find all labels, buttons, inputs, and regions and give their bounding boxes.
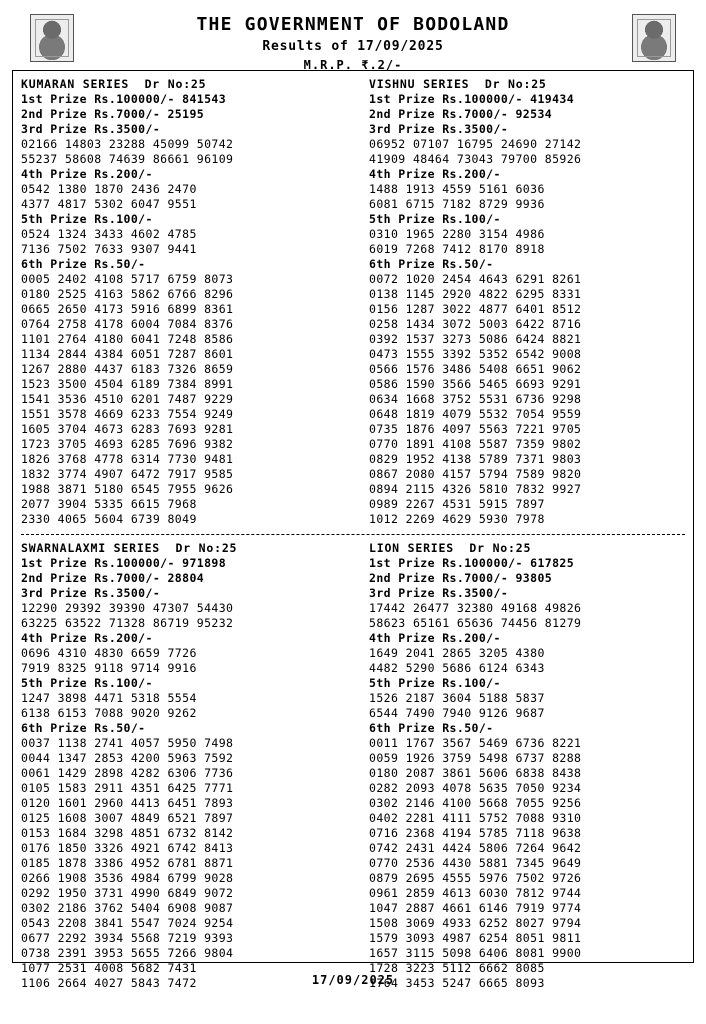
series-heading: SWARNALAXMI SERIES Dr No:25: [21, 541, 238, 555]
winning-numbers-line: 0742 2431 4424 5806 7264 9642: [369, 841, 582, 855]
winning-numbers-line: 1101 2764 4180 6041 7248 8586: [21, 332, 234, 346]
winning-numbers-line: 2077 3904 5335 6615 7968: [21, 497, 197, 511]
winning-numbers-line: 6019 7268 7412 8170 8918: [369, 242, 545, 256]
prize-tier-label: 2nd Prize Rs.7000/- 25195: [21, 107, 205, 121]
prize-tier-label: 1st Prize Rs.100000/- 841543: [21, 92, 227, 106]
mrp-label: M.R.P. ₹.2/-: [303, 58, 403, 72]
winning-numbers-line: 0879 2695 4555 5976 7502 9726: [369, 871, 582, 885]
winning-numbers-line: 1551 3578 4669 6233 7554 9249: [21, 407, 234, 421]
winning-numbers-line: 1988 3871 5180 6545 7955 9626: [21, 482, 234, 496]
prize-tier-label: 5th Prize Rs.100/-: [369, 212, 501, 226]
page-footer-date: 17/09/2025: [311, 973, 395, 987]
winning-numbers-line: 0542 1380 1870 2436 2470: [21, 182, 197, 196]
prize-tier-label: 1st Prize Rs.100000/- 971898: [21, 556, 227, 570]
section-divider: [21, 534, 685, 535]
winning-numbers-line: 0292 1950 3731 4990 6849 9072: [21, 886, 234, 900]
prize-tier-label: 6th Prize Rs.50/-: [369, 257, 494, 271]
winning-numbers-line: 0648 1819 4079 5532 7054 9559: [369, 407, 582, 421]
winning-numbers-line: 0566 1576 3486 5408 6651 9062: [369, 362, 582, 376]
winning-numbers-line: 1605 3704 4673 6283 7693 9281: [21, 422, 234, 436]
series-column: [21, 541, 353, 991]
winning-numbers-line: 0011 1767 3567 5469 6736 8221: [369, 736, 582, 750]
winning-numbers-line: 0044 1347 2853 4200 5963 7592: [21, 751, 234, 765]
series-heading: KUMARAN SERIES Dr No:25: [21, 77, 207, 91]
winning-numbers-line: 02166 14803 23288 45099 50742: [21, 137, 234, 151]
prize-tier-label: 1st Prize Rs.100000/- 617825: [369, 556, 575, 570]
winning-numbers-line: 55237 58608 74639 86661 96109: [21, 152, 234, 166]
winning-numbers-line: 0059 1926 3759 5498 6737 8288: [369, 751, 582, 765]
prize-tier-label: 3rd Prize Rs.3500/-: [369, 586, 509, 600]
winning-numbers-line: 1106 2664 4027 5843 7472: [21, 976, 197, 990]
prize-tier-label: 3rd Prize Rs.3500/-: [21, 122, 161, 136]
winning-numbers-line: 0543 2208 3841 5547 7024 9254: [21, 916, 234, 930]
winning-numbers-line: 0138 1145 2920 4822 6295 8331: [369, 287, 582, 301]
winning-numbers-line: 0282 2093 4078 5635 7050 9234: [369, 781, 582, 795]
winning-numbers-line: 6544 7490 7940 9126 9687: [369, 706, 545, 720]
prize-tier-label: 4th Prize Rs.200/-: [21, 167, 153, 181]
winning-numbers-line: 0586 1590 3566 5465 6693 9291: [369, 377, 582, 391]
prize-tier-label: 4th Prize Rs.200/-: [21, 631, 153, 645]
winning-numbers-line: 0176 1850 3326 4921 6742 8413: [21, 841, 234, 855]
prize-tier-label: 1st Prize Rs.100000/- 419434: [369, 92, 575, 106]
winning-numbers-line: 63225 63522 71328 86719 95232: [21, 616, 234, 630]
winning-numbers-line: 0302 2146 4100 5668 7055 9256: [369, 796, 582, 810]
winning-numbers-line: 7919 8325 9118 9714 9916: [21, 661, 197, 675]
winning-numbers-line: 1826 3768 4778 6314 7730 9481: [21, 452, 234, 466]
winning-numbers-line: 6138 6153 7088 9020 9262: [21, 706, 197, 720]
winning-numbers-line: 0392 1537 3273 5086 6424 8821: [369, 332, 582, 346]
prize-tier-label: 3rd Prize Rs.3500/-: [369, 122, 509, 136]
results-block: [21, 541, 685, 991]
prize-tier-label: 3rd Prize Rs.3500/-: [21, 586, 161, 600]
winning-numbers-line: 1047 2887 4661 6146 7919 9774: [369, 901, 582, 915]
winning-numbers-line: 1649 2041 2865 3205 4380: [369, 646, 545, 660]
winning-numbers-line: 1508 3069 4933 6252 8027 9794: [369, 916, 582, 930]
government-emblem-right-icon: [632, 14, 676, 62]
page-header: [12, 8, 694, 70]
winning-numbers-line: 0266 1908 3536 4984 6799 9028: [21, 871, 234, 885]
winning-numbers-line: 0156 1287 3022 4877 6401 8512: [369, 302, 582, 316]
winning-numbers-line: 1728 3223 5112 6662 8085: [369, 961, 545, 975]
prize-tier-label: 4th Prize Rs.200/-: [369, 167, 501, 181]
winning-numbers-line: 6081 6715 7182 8729 9936: [369, 197, 545, 211]
prize-tier-label: 6th Prize Rs.50/-: [21, 257, 146, 271]
winning-numbers-line: 0473 1555 3392 5352 6542 9008: [369, 347, 582, 361]
winning-numbers-line: 0634 1668 3752 5531 6736 9298: [369, 392, 582, 406]
winning-numbers-line: 41909 48464 73043 79700 85926: [369, 152, 582, 166]
winning-numbers-line: 0180 2525 4163 5862 6766 8296: [21, 287, 234, 301]
prize-tier-label: 6th Prize Rs.50/-: [21, 721, 146, 735]
winning-numbers-line: 12290 29392 39390 47307 54430: [21, 601, 234, 615]
winning-numbers-line: 0402 2281 4111 5752 7088 9310: [369, 811, 582, 825]
winning-numbers-line: 1077 2531 4008 5682 7431: [21, 961, 197, 975]
prize-tier-label: 2nd Prize Rs.7000/- 93805: [369, 571, 553, 585]
winning-numbers-line: 4482 5290 5686 6124 6343: [369, 661, 545, 675]
series-heading: VISHNU SERIES Dr No:25: [369, 77, 547, 91]
winning-numbers-line: 1526 2187 3604 5188 5837: [369, 691, 545, 705]
results-block: [21, 77, 685, 527]
winning-numbers-line: 1541 3536 4510 6201 7487 9229: [21, 392, 234, 406]
winning-numbers-line: 2330 4065 5604 6739 8049: [21, 512, 197, 526]
winning-numbers-line: 0738 2391 3953 5655 7266 9804: [21, 946, 234, 960]
winning-numbers-line: 0961 2859 4613 6030 7812 9744: [369, 886, 582, 900]
winning-numbers-line: 0072 1020 2454 4643 6291 8261: [369, 272, 582, 286]
winning-numbers-line: 0185 1878 3386 4952 6781 8871: [21, 856, 234, 870]
winning-numbers-line: 0310 1965 2280 3154 4986: [369, 227, 545, 241]
winning-numbers-line: 1012 2269 4629 5930 7978: [369, 512, 545, 526]
winning-numbers-line: 0665 2650 4173 5916 6899 8361: [21, 302, 234, 316]
winning-numbers-line: 1267 2880 4437 6183 7326 8659: [21, 362, 234, 376]
winning-numbers-line: 0153 1684 3298 4851 6732 8142: [21, 826, 234, 840]
government-emblem-left-icon: [30, 14, 74, 62]
winning-numbers-line: 0105 1583 2911 4351 6425 7771: [21, 781, 234, 795]
winning-numbers-line: 0258 1434 3072 5003 6422 8716: [369, 317, 582, 331]
winning-numbers-line: 0894 2115 4326 5810 7832 9927: [369, 482, 582, 496]
winning-numbers-line: 1247 3898 4471 5318 5554: [21, 691, 197, 705]
winning-numbers-line: 0302 2186 3762 5404 6908 9087: [21, 901, 234, 915]
winning-numbers-line: 0061 1429 2898 4282 6306 7736: [21, 766, 234, 780]
winning-numbers-line: 0125 1608 3007 4849 6521 7897: [21, 811, 234, 825]
winning-numbers-line: 0770 2536 4430 5881 7345 9649: [369, 856, 582, 870]
winning-numbers-line: 0180 2087 3861 5606 6838 8438: [369, 766, 582, 780]
winning-numbers-line: 0829 1952 4138 5789 7371 9803: [369, 452, 582, 466]
winning-numbers-line: 1723 3705 4693 6285 7696 9382: [21, 437, 234, 451]
winning-numbers-line: 0867 2080 4157 5794 7589 9820: [369, 467, 582, 481]
prize-tier-label: 5th Prize Rs.100/-: [21, 212, 153, 226]
winning-numbers-line: 0770 1891 4108 5587 7359 9802: [369, 437, 582, 451]
winning-numbers-line: 0037 1138 2741 4057 5950 7498: [21, 736, 234, 750]
prize-tier-label: 4th Prize Rs.200/-: [369, 631, 501, 645]
series-heading: LION SERIES Dr No:25: [369, 541, 532, 555]
winning-numbers-line: 1764 3453 5247 6665 8093: [369, 976, 545, 990]
prize-tier-label: 5th Prize Rs.100/-: [21, 676, 153, 690]
winning-numbers-line: 1657 3115 5098 6406 8081 9900: [369, 946, 582, 960]
results-blocks: [21, 77, 685, 991]
winning-numbers-line: 06952 07107 16795 24690 27142: [369, 137, 582, 151]
results-date-subtitle: Results of 17/09/2025: [262, 39, 444, 54]
series-column: [353, 541, 685, 991]
winning-numbers-line: 0005 2402 4108 5717 6759 8073: [21, 272, 234, 286]
page-title: THE GOVERNMENT OF BODOLAND: [196, 14, 510, 35]
winning-numbers-line: 1134 2844 4384 6051 7287 8601: [21, 347, 234, 361]
prize-tier-label: 5th Prize Rs.100/-: [369, 676, 501, 690]
winning-numbers-line: 0120 1601 2960 4413 6451 7893: [21, 796, 234, 810]
winning-numbers-line: 0696 4310 4830 6659 7726: [21, 646, 197, 660]
winning-numbers-line: 0989 2267 4531 5915 7897: [369, 497, 545, 511]
winning-numbers-line: 0764 2758 4178 6004 7084 8376: [21, 317, 234, 331]
winning-numbers-line: 0735 1876 4097 5563 7221 9705: [369, 422, 582, 436]
winning-numbers-line: 0716 2368 4194 5785 7118 9638: [369, 826, 582, 840]
prize-tier-label: 2nd Prize Rs.7000/- 92534: [369, 107, 553, 121]
winning-numbers-line: 1488 1913 4559 5161 6036: [369, 182, 545, 196]
series-column: [21, 77, 353, 527]
winning-numbers-line: 1579 3093 4987 6254 8051 9811: [369, 931, 582, 945]
winning-numbers-line: 4377 4817 5302 6047 9551: [21, 197, 197, 211]
series-column: [353, 77, 685, 527]
winning-numbers-line: 1523 3500 4504 6189 7384 8991: [21, 377, 234, 391]
winning-numbers-line: 7136 7502 7633 9307 9441: [21, 242, 197, 256]
winning-numbers-line: 0677 2292 3934 5568 7219 9393: [21, 931, 234, 945]
prize-tier-label: 2nd Prize Rs.7000/- 28804: [21, 571, 205, 585]
winning-numbers-line: 1832 3774 4907 6472 7917 9585: [21, 467, 234, 481]
winning-numbers-line: 0524 1324 3433 4602 4785: [21, 227, 197, 241]
prize-tier-label: 6th Prize Rs.50/-: [369, 721, 494, 735]
winning-numbers-line: 58623 65161 65636 74456 81279: [369, 616, 582, 630]
winning-numbers-line: 17442 26477 32380 49168 49826: [369, 601, 582, 615]
